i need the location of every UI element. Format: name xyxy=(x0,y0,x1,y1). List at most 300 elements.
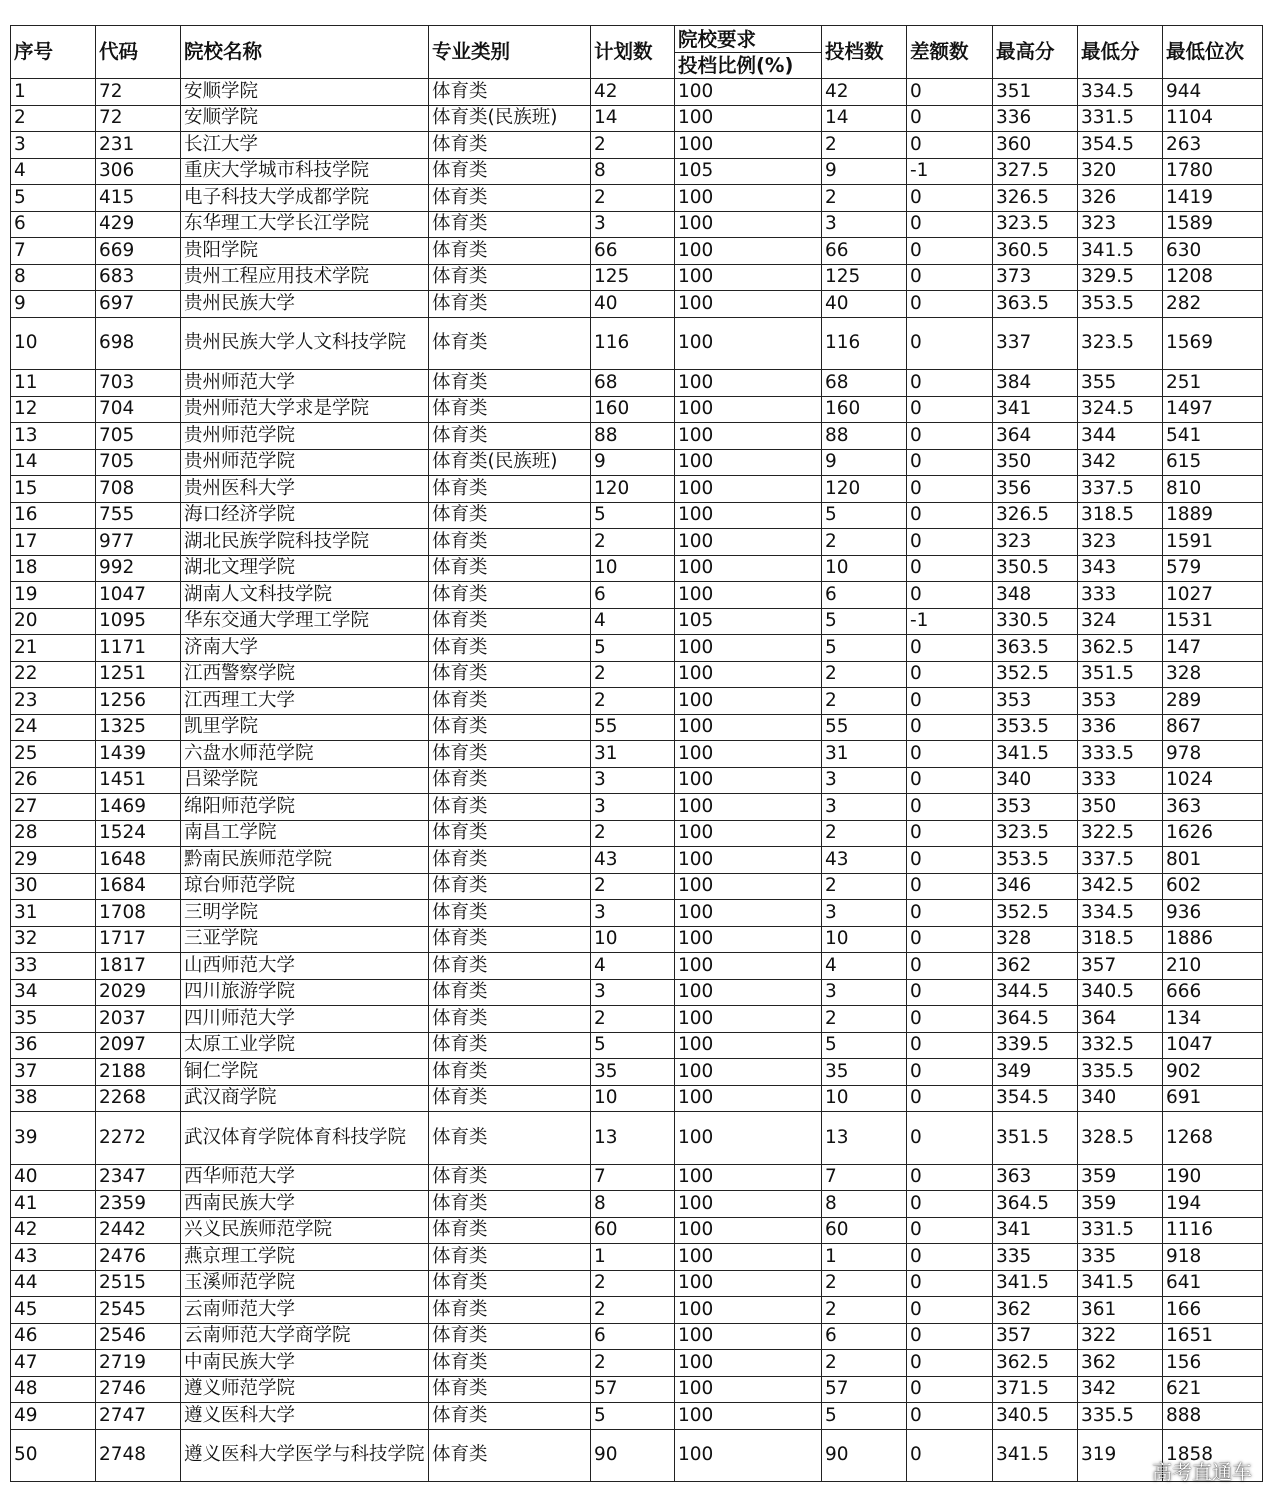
cell-min: 332.5 xyxy=(1078,1032,1163,1059)
cell-rank: 1569 xyxy=(1163,317,1263,370)
cell-max: 360.5 xyxy=(993,238,1078,265)
cell-seq: 9 xyxy=(11,291,96,318)
cell-diff: 0 xyxy=(907,529,993,556)
cell-category: 体育类 xyxy=(429,396,591,423)
cell-code: 2272 xyxy=(96,1112,181,1165)
cell-category: 体育类 xyxy=(429,132,591,159)
cell-min: 359 xyxy=(1078,1191,1163,1218)
cell-category: 体育类 xyxy=(429,953,591,980)
header-code: 代码 xyxy=(96,26,181,79)
cell-ratio: 100 xyxy=(675,502,822,529)
cell-admitted: 116 xyxy=(822,317,907,370)
cell-seq: 1 xyxy=(11,79,96,106)
cell-ratio: 100 xyxy=(675,1244,822,1271)
cell-max: 323.5 xyxy=(993,820,1078,847)
cell-school: 海口经济学院 xyxy=(181,502,429,529)
cell-plan: 4 xyxy=(591,953,675,980)
cell-max: 371.5 xyxy=(993,1376,1078,1403)
cell-ratio: 100 xyxy=(675,396,822,423)
cell-rank: 630 xyxy=(1163,238,1263,265)
cell-admitted: 2 xyxy=(822,688,907,715)
admission-table xyxy=(10,25,1263,1482)
cell-plan: 2 xyxy=(591,529,675,556)
cell-code: 1095 xyxy=(96,608,181,635)
cell-school: 四川师范大学 xyxy=(181,1006,429,1033)
table-row xyxy=(11,873,1263,900)
cell-school: 铜仁学院 xyxy=(181,1059,429,1086)
cell-plan: 14 xyxy=(591,105,675,132)
cell-ratio: 100 xyxy=(675,661,822,688)
cell-diff: 0 xyxy=(907,661,993,688)
cell-seq: 12 xyxy=(11,396,96,423)
cell-min: 322 xyxy=(1078,1323,1163,1350)
cell-ratio: 100 xyxy=(675,926,822,953)
cell-diff: -1 xyxy=(907,158,993,185)
cell-school: 西南民族大学 xyxy=(181,1191,429,1218)
cell-min: 333 xyxy=(1078,582,1163,609)
cell-admitted: 2 xyxy=(822,185,907,212)
cell-admitted: 13 xyxy=(822,1112,907,1165)
table-row xyxy=(11,211,1263,238)
cell-admitted: 120 xyxy=(822,476,907,503)
cell-ratio: 100 xyxy=(675,794,822,821)
cell-admitted: 1 xyxy=(822,1244,907,1271)
cell-code: 2545 xyxy=(96,1297,181,1324)
cell-diff: 0 xyxy=(907,953,993,980)
cell-school: 遵义师范学院 xyxy=(181,1376,429,1403)
cell-max: 357 xyxy=(993,1323,1078,1350)
cell-plan: 3 xyxy=(591,794,675,821)
cell-school: 安顺学院 xyxy=(181,79,429,106)
cell-max: 346 xyxy=(993,873,1078,900)
cell-code: 2442 xyxy=(96,1217,181,1244)
cell-code: 1256 xyxy=(96,688,181,715)
cell-min: 324 xyxy=(1078,608,1163,635)
cell-school: 绵阳师范学院 xyxy=(181,794,429,821)
cell-min: 323 xyxy=(1078,211,1163,238)
cell-rank: 1268 xyxy=(1163,1112,1263,1165)
cell-category: 体育类 xyxy=(429,1403,591,1430)
cell-ratio: 105 xyxy=(675,158,822,185)
cell-school: 三明学院 xyxy=(181,900,429,927)
cell-school: 六盘水师范学院 xyxy=(181,741,429,768)
cell-category: 体育类 xyxy=(429,767,591,794)
cell-seq: 21 xyxy=(11,635,96,662)
cell-min: 342 xyxy=(1078,1376,1163,1403)
table-row xyxy=(11,1191,1263,1218)
cell-min: 318.5 xyxy=(1078,926,1163,953)
cell-max: 384 xyxy=(993,370,1078,397)
cell-diff: 0 xyxy=(907,264,993,291)
cell-ratio: 100 xyxy=(675,449,822,476)
cell-max: 356 xyxy=(993,476,1078,503)
table-row xyxy=(11,847,1263,874)
table-row xyxy=(11,158,1263,185)
cell-ratio: 100 xyxy=(675,79,822,106)
table-row xyxy=(11,635,1263,662)
cell-diff: 0 xyxy=(907,105,993,132)
cell-ratio: 100 xyxy=(675,1112,822,1165)
cell-min: 362 xyxy=(1078,1350,1163,1377)
table-row xyxy=(11,582,1263,609)
cell-rank: 1626 xyxy=(1163,820,1263,847)
cell-diff: -1 xyxy=(907,608,993,635)
cell-school: 湖北民族学院科技学院 xyxy=(181,529,429,556)
cell-diff: 0 xyxy=(907,873,993,900)
cell-category: 体育类 xyxy=(429,608,591,635)
cell-code: 2719 xyxy=(96,1350,181,1377)
cell-rank: 210 xyxy=(1163,953,1263,980)
cell-category: 体育类 xyxy=(429,979,591,1006)
cell-max: 353 xyxy=(993,688,1078,715)
cell-seq: 36 xyxy=(11,1032,96,1059)
cell-school: 贵州师范大学 xyxy=(181,370,429,397)
cell-diff: 0 xyxy=(907,291,993,318)
cell-rank: 666 xyxy=(1163,979,1263,1006)
cell-diff: 0 xyxy=(907,449,993,476)
cell-max: 351 xyxy=(993,79,1078,106)
cell-admitted: 57 xyxy=(822,1376,907,1403)
cell-rank: 867 xyxy=(1163,714,1263,741)
cell-category: 体育类 xyxy=(429,1270,591,1297)
cell-rank: 641 xyxy=(1163,1270,1263,1297)
cell-code: 1648 xyxy=(96,847,181,874)
cell-code: 683 xyxy=(96,264,181,291)
cell-school: 太原工业学院 xyxy=(181,1032,429,1059)
cell-school: 济南大学 xyxy=(181,635,429,662)
cell-code: 1717 xyxy=(96,926,181,953)
cell-min: 341.5 xyxy=(1078,1270,1163,1297)
cell-seq: 6 xyxy=(11,211,96,238)
cell-seq: 11 xyxy=(11,370,96,397)
cell-max: 323 xyxy=(993,529,1078,556)
cell-category: 体育类 xyxy=(429,847,591,874)
cell-code: 708 xyxy=(96,476,181,503)
cell-category: 体育类 xyxy=(429,1350,591,1377)
cell-rank: 147 xyxy=(1163,635,1263,662)
cell-admitted: 14 xyxy=(822,105,907,132)
cell-diff: 0 xyxy=(907,1403,993,1430)
cell-code: 2747 xyxy=(96,1403,181,1430)
cell-min: 320 xyxy=(1078,158,1163,185)
table-row xyxy=(11,555,1263,582)
cell-min: 329.5 xyxy=(1078,264,1163,291)
cell-school: 贵州民族大学人文科技学院 xyxy=(181,317,429,370)
cell-code: 1817 xyxy=(96,953,181,980)
header-requirement xyxy=(675,26,822,79)
cell-ratio: 100 xyxy=(675,847,822,874)
cell-code: 1684 xyxy=(96,873,181,900)
cell-min: 335.5 xyxy=(1078,1403,1163,1430)
cell-rank: 166 xyxy=(1163,1297,1263,1324)
cell-school: 贵州民族大学 xyxy=(181,291,429,318)
cell-school: 东华理工大学长江学院 xyxy=(181,211,429,238)
cell-max: 328 xyxy=(993,926,1078,953)
cell-plan: 4 xyxy=(591,608,675,635)
cell-school: 玉溪师范学院 xyxy=(181,1270,429,1297)
cell-min: 328.5 xyxy=(1078,1112,1163,1165)
table-row xyxy=(11,1244,1263,1271)
cell-min: 337.5 xyxy=(1078,476,1163,503)
cell-category: 体育类 xyxy=(429,1085,591,1112)
cell-rank: 1047 xyxy=(1163,1032,1263,1059)
table-row xyxy=(11,264,1263,291)
cell-seq: 40 xyxy=(11,1164,96,1191)
cell-admitted: 5 xyxy=(822,635,907,662)
cell-plan: 10 xyxy=(591,555,675,582)
cell-school: 贵阳学院 xyxy=(181,238,429,265)
cell-seq: 8 xyxy=(11,264,96,291)
cell-max: 349 xyxy=(993,1059,1078,1086)
cell-diff: 0 xyxy=(907,1006,993,1033)
cell-category: 体育类 xyxy=(429,264,591,291)
cell-school: 云南师范大学商学院 xyxy=(181,1323,429,1350)
cell-code: 755 xyxy=(96,502,181,529)
cell-diff: 0 xyxy=(907,423,993,450)
table-row xyxy=(11,1429,1263,1482)
cell-admitted: 68 xyxy=(822,370,907,397)
cell-seq: 7 xyxy=(11,238,96,265)
cell-category: 体育类 xyxy=(429,529,591,556)
cell-max: 364.5 xyxy=(993,1006,1078,1033)
cell-max: 364 xyxy=(993,423,1078,450)
cell-school: 华东交通大学理工学院 xyxy=(181,608,429,635)
cell-plan: 2 xyxy=(591,661,675,688)
cell-max: 354.5 xyxy=(993,1085,1078,1112)
cell-min: 324.5 xyxy=(1078,396,1163,423)
cell-school: 琼台师范学院 xyxy=(181,873,429,900)
cell-school: 长江大学 xyxy=(181,132,429,159)
cell-code: 2748 xyxy=(96,1429,181,1482)
cell-rank: 190 xyxy=(1163,1164,1263,1191)
cell-min: 364 xyxy=(1078,1006,1163,1033)
cell-seq: 50 xyxy=(11,1429,96,1482)
cell-min: 337.5 xyxy=(1078,847,1163,874)
cell-ratio: 100 xyxy=(675,582,822,609)
cell-ratio: 100 xyxy=(675,423,822,450)
cell-diff: 0 xyxy=(907,1350,993,1377)
watermark-text: 高考直通车 xyxy=(1152,1460,1252,1484)
cell-diff: 0 xyxy=(907,794,993,821)
cell-min: 353.5 xyxy=(1078,291,1163,318)
cell-category: 体育类 xyxy=(429,1297,591,1324)
table-row xyxy=(11,1059,1263,1086)
cell-school: 燕京理工学院 xyxy=(181,1244,429,1271)
cell-plan: 1 xyxy=(591,1244,675,1271)
cell-min: 334.5 xyxy=(1078,900,1163,927)
cell-diff: 0 xyxy=(907,714,993,741)
cell-diff: 0 xyxy=(907,476,993,503)
cell-admitted: 7 xyxy=(822,1164,907,1191)
cell-seq: 43 xyxy=(11,1244,96,1271)
cell-plan: 9 xyxy=(591,449,675,476)
cell-rank: 978 xyxy=(1163,741,1263,768)
cell-max: 363.5 xyxy=(993,291,1078,318)
cell-rank: 801 xyxy=(1163,847,1263,874)
cell-school: 贵州师范学院 xyxy=(181,449,429,476)
cell-diff: 0 xyxy=(907,741,993,768)
cell-rank: 156 xyxy=(1163,1350,1263,1377)
cell-plan: 2 xyxy=(591,1006,675,1033)
cell-admitted: 2 xyxy=(822,1270,907,1297)
cell-seq: 22 xyxy=(11,661,96,688)
cell-code: 703 xyxy=(96,370,181,397)
cell-seq: 49 xyxy=(11,1403,96,1430)
cell-category: 体育类 xyxy=(429,688,591,715)
cell-max: 351.5 xyxy=(993,1112,1078,1165)
cell-rank: 541 xyxy=(1163,423,1263,450)
cell-max: 326.5 xyxy=(993,185,1078,212)
cell-admitted: 5 xyxy=(822,1403,907,1430)
cell-school: 贵州师范学院 xyxy=(181,423,429,450)
cell-plan: 88 xyxy=(591,423,675,450)
cell-admitted: 3 xyxy=(822,900,907,927)
cell-seq: 27 xyxy=(11,794,96,821)
cell-school: 吕梁学院 xyxy=(181,767,429,794)
cell-code: 1469 xyxy=(96,794,181,821)
cell-min: 344 xyxy=(1078,423,1163,450)
cell-ratio: 100 xyxy=(675,370,822,397)
cell-diff: 0 xyxy=(907,317,993,370)
cell-rank: 1116 xyxy=(1163,1217,1263,1244)
cell-seq: 48 xyxy=(11,1376,96,1403)
cell-max: 352.5 xyxy=(993,661,1078,688)
cell-rank: 194 xyxy=(1163,1191,1263,1218)
cell-admitted: 2 xyxy=(822,820,907,847)
cell-admitted: 2 xyxy=(822,873,907,900)
cell-admitted: 10 xyxy=(822,1085,907,1112)
cell-diff: 0 xyxy=(907,1297,993,1324)
cell-rank: 1208 xyxy=(1163,264,1263,291)
cell-min: 359 xyxy=(1078,1164,1163,1191)
cell-code: 72 xyxy=(96,79,181,106)
cell-school: 四川旅游学院 xyxy=(181,979,429,1006)
cell-max: 326.5 xyxy=(993,502,1078,529)
cell-school: 遵义医科大学 xyxy=(181,1403,429,1430)
cell-max: 341.5 xyxy=(993,1270,1078,1297)
cell-plan: 31 xyxy=(591,741,675,768)
cell-school: 武汉体育学院体育科技学院 xyxy=(181,1112,429,1165)
cell-min: 333 xyxy=(1078,767,1163,794)
table-row xyxy=(11,661,1263,688)
cell-school: 云南师范大学 xyxy=(181,1297,429,1324)
cell-rank: 363 xyxy=(1163,794,1263,821)
cell-ratio: 100 xyxy=(675,635,822,662)
cell-max: 341 xyxy=(993,396,1078,423)
table-row xyxy=(11,291,1263,318)
cell-plan: 7 xyxy=(591,1164,675,1191)
cell-seq: 30 xyxy=(11,873,96,900)
cell-code: 977 xyxy=(96,529,181,556)
cell-code: 698 xyxy=(96,317,181,370)
cell-seq: 10 xyxy=(11,317,96,370)
cell-min: 323.5 xyxy=(1078,317,1163,370)
table-row xyxy=(11,926,1263,953)
table-row xyxy=(11,1217,1263,1244)
cell-min: 335.5 xyxy=(1078,1059,1163,1086)
table-row xyxy=(11,1297,1263,1324)
cell-code: 2476 xyxy=(96,1244,181,1271)
cell-school: 贵州师范大学求是学院 xyxy=(181,396,429,423)
cell-rank: 1858 xyxy=(1163,1429,1263,1482)
cell-diff: 0 xyxy=(907,1085,993,1112)
cell-rank: 289 xyxy=(1163,688,1263,715)
cell-code: 1251 xyxy=(96,661,181,688)
cell-category: 体育类 xyxy=(429,1217,591,1244)
cell-seq: 26 xyxy=(11,767,96,794)
cell-max: 336 xyxy=(993,105,1078,132)
cell-admitted: 5 xyxy=(822,502,907,529)
cell-category: 体育类 xyxy=(429,238,591,265)
cell-min: 361 xyxy=(1078,1297,1163,1324)
cell-plan: 43 xyxy=(591,847,675,874)
cell-code: 1439 xyxy=(96,741,181,768)
cell-max: 362 xyxy=(993,1297,1078,1324)
header-category: 专业类别 xyxy=(429,26,591,79)
cell-ratio: 100 xyxy=(675,1270,822,1297)
cell-ratio: 100 xyxy=(675,555,822,582)
cell-category: 体育类 xyxy=(429,185,591,212)
cell-max: 362.5 xyxy=(993,1350,1078,1377)
cell-min: 343 xyxy=(1078,555,1163,582)
cell-admitted: 2 xyxy=(822,132,907,159)
cell-max: 363.5 xyxy=(993,635,1078,662)
cell-seq: 15 xyxy=(11,476,96,503)
table-row xyxy=(11,1376,1263,1403)
cell-plan: 8 xyxy=(591,158,675,185)
cell-admitted: 66 xyxy=(822,238,907,265)
cell-seq: 18 xyxy=(11,555,96,582)
cell-code: 2268 xyxy=(96,1085,181,1112)
cell-plan: 40 xyxy=(591,291,675,318)
cell-code: 2097 xyxy=(96,1032,181,1059)
header-school: 院校名称 xyxy=(181,26,429,79)
cell-seq: 34 xyxy=(11,979,96,1006)
cell-rank: 1591 xyxy=(1163,529,1263,556)
cell-rank: 1531 xyxy=(1163,608,1263,635)
cell-admitted: 55 xyxy=(822,714,907,741)
cell-school: 贵州医科大学 xyxy=(181,476,429,503)
cell-min: 322.5 xyxy=(1078,820,1163,847)
cell-max: 330.5 xyxy=(993,608,1078,635)
cell-plan: 116 xyxy=(591,317,675,370)
cell-code: 705 xyxy=(96,449,181,476)
table-body xyxy=(11,79,1263,1482)
cell-ratio: 100 xyxy=(675,873,822,900)
cell-admitted: 2 xyxy=(822,1350,907,1377)
cell-diff: 0 xyxy=(907,1112,993,1165)
cell-seq: 28 xyxy=(11,820,96,847)
cell-ratio: 100 xyxy=(675,317,822,370)
table-row xyxy=(11,714,1263,741)
cell-school: 兴义民族师范学院 xyxy=(181,1217,429,1244)
cell-rank: 263 xyxy=(1163,132,1263,159)
cell-admitted: 8 xyxy=(822,1191,907,1218)
cell-ratio: 100 xyxy=(675,1323,822,1350)
cell-seq: 2 xyxy=(11,105,96,132)
table-row xyxy=(11,529,1263,556)
cell-min: 354.5 xyxy=(1078,132,1163,159)
cell-max: 340.5 xyxy=(993,1403,1078,1430)
cell-code: 704 xyxy=(96,396,181,423)
cell-plan: 2 xyxy=(591,132,675,159)
cell-code: 1047 xyxy=(96,582,181,609)
cell-plan: 6 xyxy=(591,1323,675,1350)
table-row xyxy=(11,79,1263,106)
cell-admitted: 90 xyxy=(822,1429,907,1482)
cell-code: 2029 xyxy=(96,979,181,1006)
table-row xyxy=(11,794,1263,821)
